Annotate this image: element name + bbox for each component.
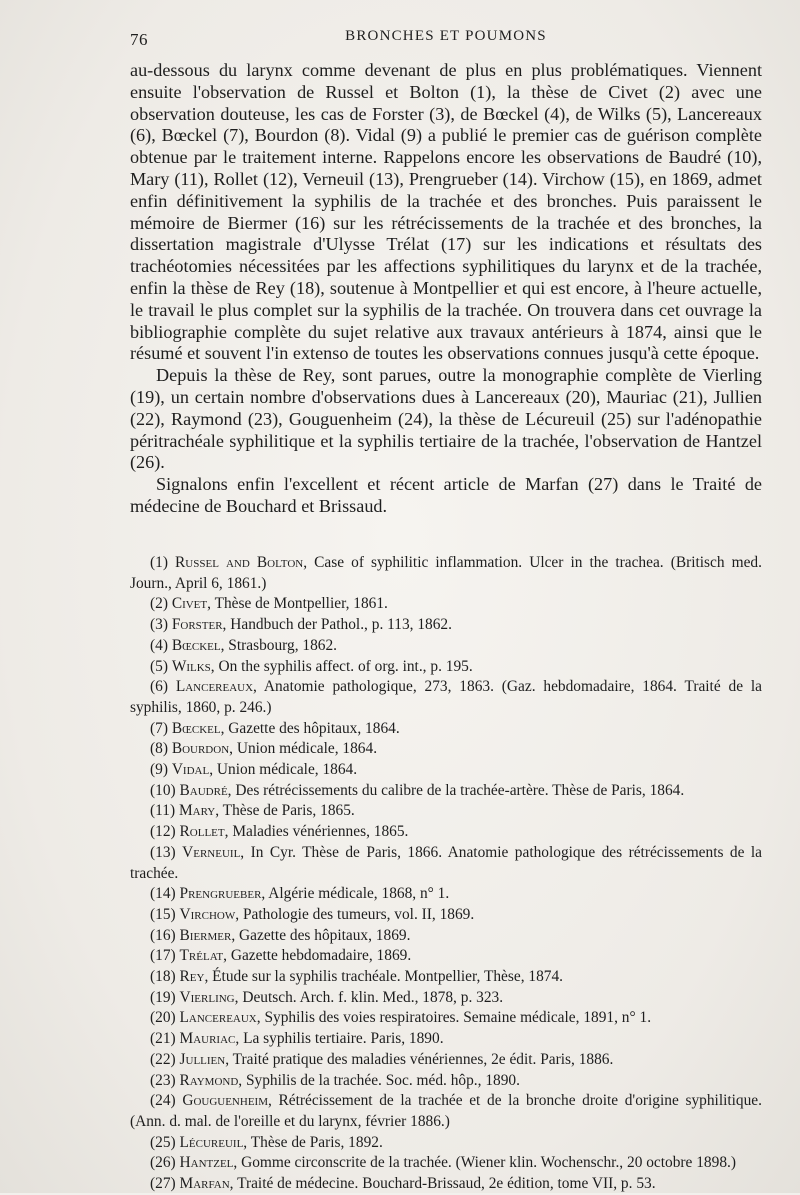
footnote-number: (1)	[150, 554, 168, 571]
page-header	[130, 28, 762, 52]
footnote	[130, 615, 762, 636]
footnote-author: Lécureuil,	[179, 1133, 248, 1151]
footnote-text: Gomme circonscrite de la trachée. (Wiener klin. Wochenschr., 20 octobre 1898.)	[241, 1154, 736, 1172]
footnote	[130, 636, 762, 657]
footnote-text: In Cyr. Thèse de Paris, 1866. Anatomie pathologique des rétrécissements de la trachée.	[130, 843, 762, 882]
footnote-text: Thèse de Paris, 1892.	[250, 1133, 383, 1151]
footnote	[130, 884, 762, 905]
footnote	[130, 946, 762, 967]
footnote-author: Verneuil,	[182, 843, 245, 861]
footnote-author: Lancereaux,	[175, 678, 257, 696]
footnote-number: (18)	[150, 968, 176, 986]
footnote	[130, 719, 762, 740]
footnote-number: (20)	[150, 1009, 176, 1027]
footnote	[130, 677, 762, 718]
footnote-number: (5)	[150, 657, 168, 675]
footnote-text: Maladies vénériennes, 1865.	[232, 823, 409, 841]
footnote-text: Gazette des hôpitaux, 1869.	[239, 926, 411, 944]
footnote-text: Gazette hebdomadaire, 1869.	[230, 947, 412, 965]
page-number: 76	[130, 30, 148, 49]
footnote-text: Anatomie pathologique, 273, 1863. (Gaz. hebdomadaire, 1864. Traité de la syphilis, 1860, p. 246.)	[130, 678, 763, 716]
footnote-text: Handbuch der Pathol., p. 113, 1862.	[230, 616, 452, 634]
footnote-author: Marfan,	[179, 1175, 234, 1193]
footnote-author: Rey,	[179, 968, 209, 986]
footnote-author: Gouguenheim,	[182, 1092, 272, 1110]
footnote-number: (21)	[150, 1030, 176, 1048]
footnote	[130, 657, 762, 678]
footnote-text: Strasbourg, 1862.	[228, 636, 338, 654]
footnote-number: (14)	[150, 885, 176, 903]
footnote-author: Bourdon,	[171, 740, 233, 758]
footnote-text: Deutsch. Arch. f. klin. Med., 1878, p. 323.	[242, 988, 504, 1006]
footnote	[130, 760, 762, 781]
footnote-number: (9)	[150, 761, 168, 779]
footnote-text: Thèse de Montpellier, 1861.	[214, 595, 388, 613]
footnote-author: Vierling,	[179, 988, 239, 1006]
footnote	[130, 967, 762, 988]
footnote-author: Wilks,	[171, 657, 215, 675]
footnote-number: (16)	[150, 926, 176, 944]
footnote-text: Étude sur la syphilis trachéale. Montpellier, Thèse, 1874.	[212, 968, 564, 986]
footnote	[130, 781, 762, 802]
footnote-text: Algérie médicale, 1868, n° 1.	[268, 885, 450, 903]
footnote-author: Civet,	[171, 595, 211, 613]
footnote-author: Trélat,	[179, 947, 227, 965]
footnote	[130, 739, 762, 760]
footnote-text: Pathologie des tumeurs, vol. II, 1869.	[242, 905, 475, 923]
footnote-author: Vidal,	[171, 761, 214, 779]
footnote-author: Mauriac,	[179, 1030, 240, 1048]
footnote	[130, 1091, 762, 1132]
footnote-text: Union médicale, 1864.	[216, 761, 358, 779]
footnote	[130, 801, 762, 822]
footnote-number: (24)	[150, 1092, 176, 1110]
footnote	[130, 1174, 762, 1195]
footnote	[130, 1008, 762, 1029]
footnote-number: (8)	[150, 740, 168, 758]
paragraph: Depuis la thèse de Rey, sont parues, outre la monographie complète de Vierling (19), un certain nombre d'observations dues à Lancereaux (20), Mauriac (21), Jullien (22), Raymond (23), Gouguenheim (24), la thèse de Lécureuil (25) sur l'adénopathie péritrachéale syphilitique et la syphilis tertiaire de la trachée, l'observation de Hantzel (26).	[130, 365, 762, 473]
footnote-text: On the syphilis affect. of org. int., p. 195.	[218, 657, 473, 675]
footnote-number: (12)	[150, 823, 176, 841]
footnote-text: Thèse de Paris, 1865.	[222, 802, 355, 820]
paragraph: au-dessous du larynx comme devenant de plus en plus problématiques. Viennent ensuite l'observation de Russel et Bolton (1), la thèse de Civet (2) avec une observation douteuse, les cas de Forster (3), de Bœckel (4), de Wilks (5), Lancereaux (6), Bœckel (7), Bourdon (8). Vidal (9) a publié le premier cas de guérison complète obtenue par le traitement interne. Rappelons encore les observations de Baudré (10), Mary (11), Rollet (12), Verneuil (13), Prengrueber (14). Virchow (15), en 1869, admet enfin définitivement la syphilis de la trachée et des bronches. Puis paraissent le mémoire de Biermer (16) sur les rétrécissements de la trachée et des bronches, la dissertation magistrale d'Ulysse Trélat (17) sur les indications et résultats des trachéotomies nécessitées par les affections syphilitiques du larynx et de la trachée, enfin la thèse de Rey (18), soutenue à Montpellier et qui est encore, à l'heure actuelle, le travail le plus complet sur la syphilis de la trachée. On trouvera dans cet ouvrage la bibliographie complète du sujet relative aux travaux antérieurs à 1874, ainsi que le résumé et souvent l'in extenso de toutes les observations connues jusqu'à cette époque.	[130, 60, 762, 364]
footnote-number: (13)	[150, 843, 176, 861]
footnote-number: (17)	[150, 947, 176, 965]
footnote-text: Traité pratique des maladies vénériennes, 2e édit. Paris, 1886.	[232, 1050, 614, 1068]
footnote-text: Syphilis des voies respiratoires. Semaine médicale, 1891, n° 1.	[264, 1009, 652, 1027]
footnote-number: (3)	[150, 616, 168, 634]
footnote-author: Baudré,	[179, 781, 232, 799]
footnote	[130, 926, 762, 947]
footnote-number: (4)	[150, 636, 168, 654]
footnote-author: Jullien,	[179, 1050, 230, 1068]
footnote-number: (19)	[150, 988, 176, 1006]
footnote-number: (22)	[150, 1050, 176, 1068]
footnote-text: Des rétrécissements du calibre de la trachée-artère. Thèse de Paris, 1864.	[235, 781, 685, 799]
footnotes	[130, 553, 762, 1195]
footnote-author: Bœckel,	[171, 636, 225, 654]
footnote-text: Case of syphilitic inflammation. Ulcer in the trachea. (Britisch med. Journ., April 6, 1861.)	[130, 554, 762, 592]
footnote	[130, 1050, 762, 1071]
footnote-author: Lancereaux,	[179, 1009, 261, 1027]
footnote-number: (11)	[150, 802, 176, 820]
footnote-number: (15)	[150, 905, 176, 923]
footnote-author: Bœckel,	[171, 719, 225, 737]
footnote-text: La syphilis tertiaire. Paris, 1890.	[243, 1030, 444, 1048]
footnote-number: (23)	[150, 1071, 176, 1089]
paragraph: Signalons enfin l'excellent et récent article de Marfan (27) dans le Traité de médecine de Bouchard et Brissaud.	[130, 474, 762, 516]
footnote	[130, 1029, 762, 1050]
footnote-text: Traité de médecine. Bouchard-Brissaud, 2e édition, tome VII, p. 53.	[237, 1175, 656, 1193]
footnote	[130, 1133, 762, 1154]
footnote-author: Hantzel,	[179, 1154, 238, 1172]
footnote-number: (25)	[150, 1133, 176, 1151]
running-title: BRONCHES ET POUMONS	[345, 28, 547, 44]
footnote-text: Gazette des hôpitaux, 1864.	[228, 719, 400, 737]
footnote	[130, 1071, 762, 1092]
footnote	[130, 1153, 762, 1174]
footnote-number: (27)	[150, 1175, 176, 1193]
main-text	[130, 60, 762, 518]
footnote	[130, 553, 762, 594]
footnote-number: (6)	[150, 678, 168, 696]
footnote-author: Biermer,	[179, 926, 236, 944]
footnote-author: Raymond,	[179, 1071, 243, 1089]
footnote-author: Virchow,	[179, 905, 240, 923]
footnote-number: (2)	[150, 595, 168, 613]
footnote-author: Russel and Bolton,	[175, 554, 308, 571]
footnote-author: Forster,	[171, 616, 227, 634]
footnote	[130, 822, 762, 843]
footnote-text: Union médicale, 1864.	[236, 740, 378, 758]
footnote-author: Prengrueber,	[179, 885, 266, 903]
footnote	[130, 843, 762, 884]
footnote-number: (7)	[150, 719, 168, 737]
footnote	[130, 988, 762, 1009]
footnote	[130, 594, 762, 615]
footnote-text: Rétrécissement de la trachée et de la bronche droite d'origine syphilitique. (Ann. d. mal. de l'oreille et du larynx, février 1886.)	[130, 1092, 762, 1130]
footnote-author: Rollet,	[179, 823, 229, 841]
footnote	[130, 905, 762, 926]
footnote-author: Mary,	[178, 802, 220, 820]
footnote-number: (10)	[150, 781, 176, 799]
footnote-number: (26)	[150, 1154, 176, 1172]
footnote-text: Syphilis de la trachée. Soc. méd. hôp., 1890.	[245, 1071, 520, 1089]
